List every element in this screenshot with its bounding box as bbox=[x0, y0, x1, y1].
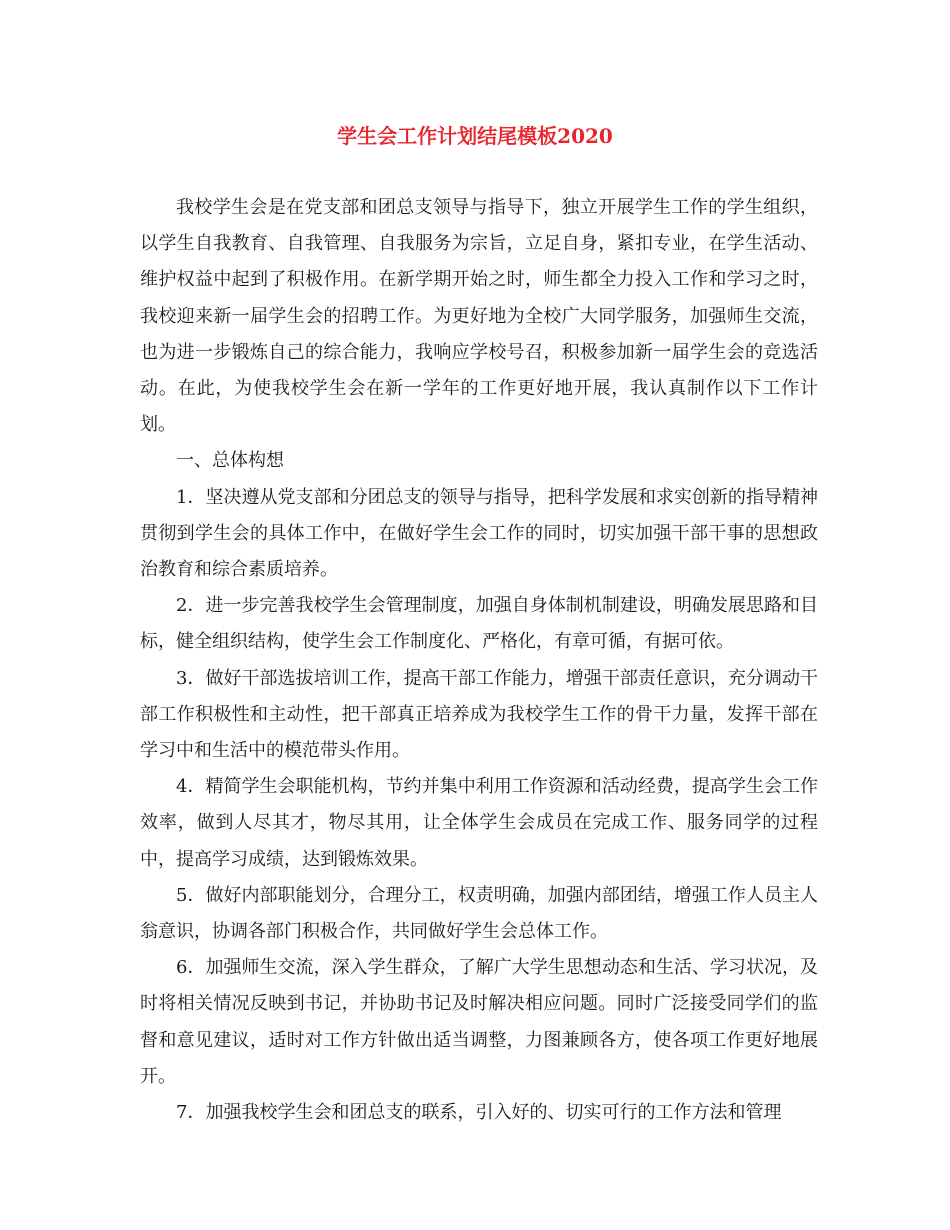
list-item-7: 7．加强我校学生会和团总支的联系，引入好的、切实可行的工作方法和管理 bbox=[176, 1102, 782, 1124]
document-body bbox=[140, 190, 818, 1131]
section-heading: 一、总体构想 bbox=[176, 450, 284, 472]
intro-paragraph: 我校学生会是在党支部和团总支领导与指导下，独立开展学生工作的学生组织，以学生自我教育、自我管理、自我服务为宗旨，立足自身，紧扣专业，在学生活动、维护权益中起到了积极作用。在新学期开始之时，师生都全力投入工作和学习之时，我校迎来新一届学生会的招聘工作。为更好地为全校广大同学服务，加强师生交流，也为进一步锻炼自己的综合能力，我响应学校号召，积极参加新一届学生会的竞选活动。在此，为使我校学生会在新一学年的工作更好地开展，我认真制作以下工作计划。 bbox=[140, 197, 818, 436]
document-title: 学生会工作计划结尾模板2020 bbox=[337, 124, 613, 148]
list-item-1: 1．坚决遵从党支部和分团总支的领导与指导，把科学发展和求实创新的指导精神贯彻到学生会的具体工作中，在做好学生会工作的同时，切实加强干部干事的思想政治教育和综合素质培养。 bbox=[140, 486, 818, 581]
list-item-2: 2．进一步完善我校学生会管理制度，加强自身体制机制建设，明确发展思路和目标，健全组织结构，使学生会工作制度化、严格化，有章可循，有据可依。 bbox=[140, 595, 818, 653]
list-item-6: 6．加强师生交流，深入学生群众，了解广大学生思想动态和生活、学习状况，及时将相关情况反映到书记，并协助书记及时解决相应问题。同时广泛接受同学们的监督和意见建议，适时对工作方针做出适当调整，力图兼顾各方，使各项工作更好地展开。 bbox=[140, 957, 818, 1087]
list-item-5: 5．做好内部职能划分，合理分工，权责明确，加强内部团结，增强工作人员主人翁意识，协调各部门积极合作，共同做好学生会总体工作。 bbox=[140, 884, 818, 943]
list-item-3: 3．做好干部选拔培训工作，提高干部工作能力，增强干部责任意识，充分调动干部工作积极性和主动性，把干部真正培养成为我校学生工作的骨干力量，发挥干部在学习中和生活中的模范带头作用。 bbox=[140, 667, 818, 762]
list-item-4: 4．精简学生会职能机构，节约并集中利用工作资源和活动经费，提高学生会工作效率，做到人尽其才，物尽其用，让全体学生会成员在完成工作、服务同学的过程中，提高学习成绩，达到锻炼效果。 bbox=[140, 776, 818, 870]
